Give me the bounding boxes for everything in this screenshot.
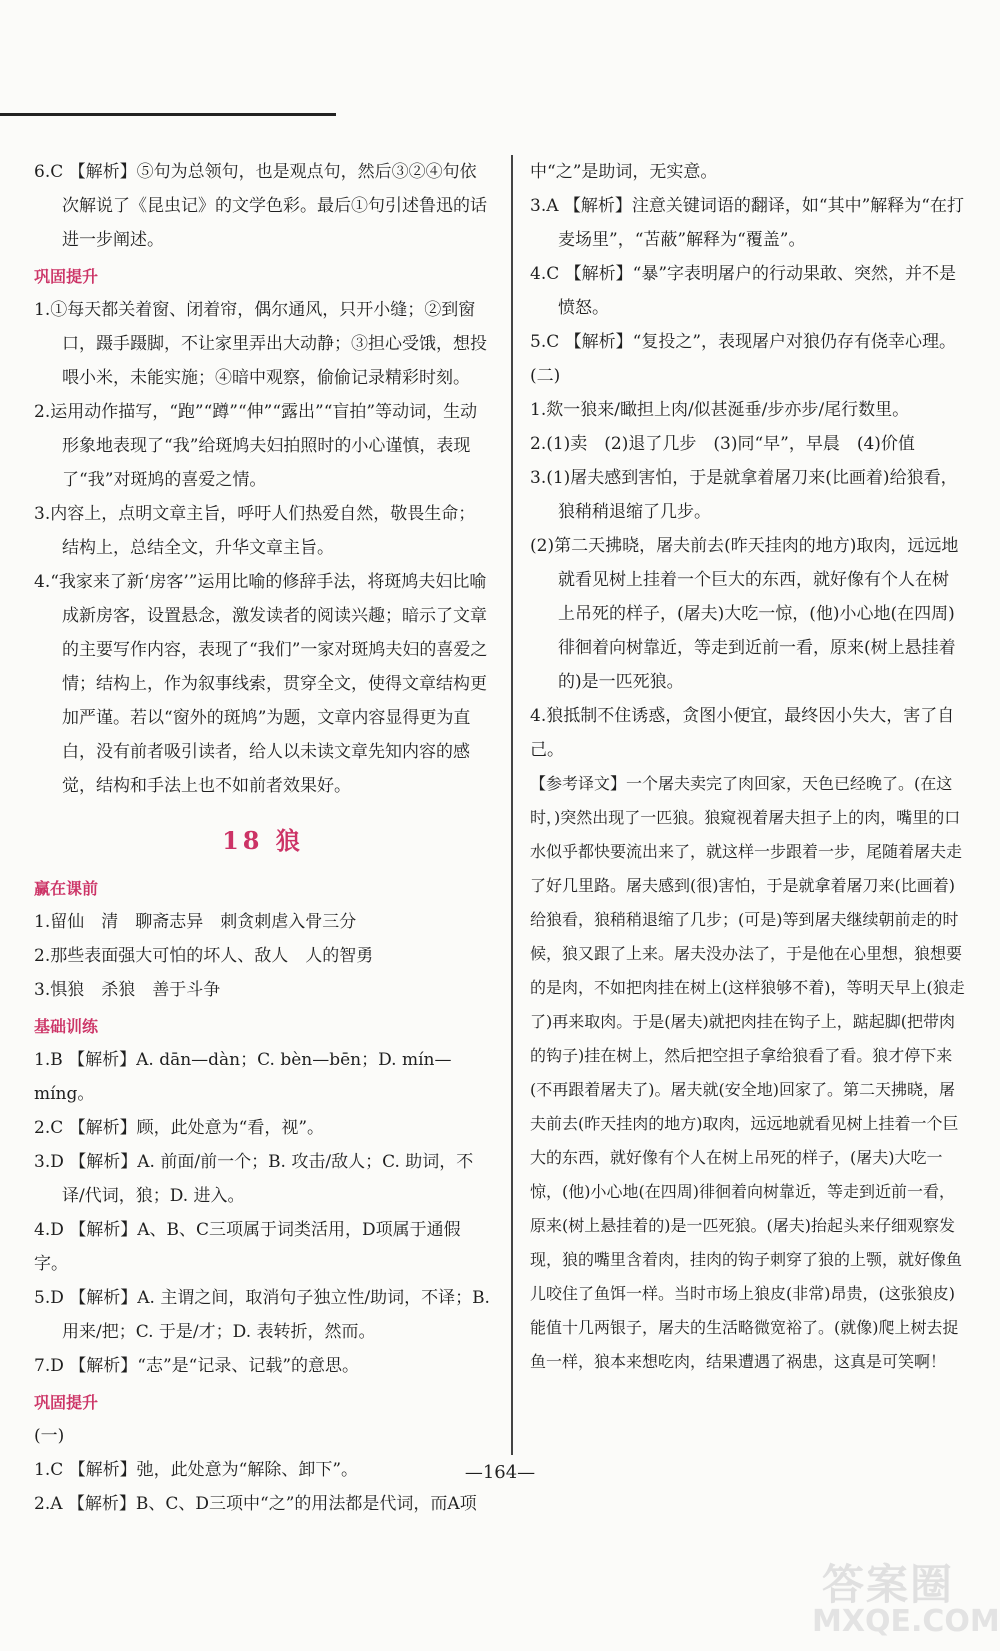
answer-item: 1.留仙 清 聊斋志异 刺贪刺虐入骨三分 — [34, 912, 357, 932]
section-heading: 巩固提升 — [34, 1393, 99, 1412]
answer-item: 1.①每天都关着窗、闭着帘，偶尔通风，只开小缝；②到窗口，蹑手蹑脚，不让家里弄出大动静；③担心受饿，想投喂小米，未能实施；④暗中观察，偷偷记录精彩时刻。 — [34, 300, 487, 388]
answer-item: 中“之”是助词，无实意。 — [530, 162, 718, 182]
watermark — [812, 1552, 1000, 1642]
answer-item: 4.狼抵制不住诱惑，贪图小便宜，最终因小失大，害了自己。 — [530, 706, 955, 760]
left-column — [34, 155, 492, 1521]
right-column — [530, 155, 965, 1379]
answer-item: 4.C 【解析】“暴”字表明屠户的行动果敢、突然，并不是愤怒。 — [530, 264, 957, 318]
answer-item: 2.(1)卖 (2)退了几步 (3)同“早”，早晨 (4)价值 — [530, 434, 915, 454]
answer-item: (2)第二天拂晓，屠夫前去(昨天挂肉的地方)取肉，远远地就看见树上挂着一个巨大的东西，就好像有个人在树上吊死的样子，(屠夫)大吃一惊，(他)小心地(在四周)徘徊着向树靠近，等走到近前一看，原来(树上悬挂着的)是一匹死狼。 — [530, 536, 959, 692]
answer-item: 3.内容上，点明文章主旨，呼吁人们热爱自然，敬畏生命；结构上，总结全文，升华文章主旨。 — [34, 504, 476, 558]
answer-item: 1.B 【解析】A. dān—dàn；C. bèn—bēn；D. mín—míng。 — [34, 1050, 452, 1104]
answer-item: 2.那些表面强大可怕的坏人、敌人 人的智勇 — [34, 946, 374, 966]
watermark-url: MXQE.COM — [812, 1604, 1000, 1639]
section-heading: 赢在课前 — [34, 879, 99, 898]
answer-item: 1.欻一狼来/瞰担上肉/似甚涎垂/步亦步/尾行数里。 — [530, 400, 910, 420]
column-divider — [511, 155, 513, 1455]
section-heading: 巩固提升 — [34, 267, 99, 286]
answer-item: 2.A 【解析】B、C、D三项中“之”的用法都是代词，而A项 — [34, 1494, 477, 1514]
translation-note: 【参考译文】一个屠夫卖完了肉回家，天色已经晚了。(在这时，)突然出现了一匹狼。狼窥视着屠夫担子上的肉，嘴里的口水似乎都快要流出来了，就这样一步跟着一步，尾随着屠夫走了好几里路。屠夫感到(很)害怕，于是就拿着屠刀来(比画着)给狼看，狼稍稍退缩了几步；(可是)等到屠夫继续朝前走的时候，狼又跟了上来。屠夫没办法了，于是他在心里想，狼想要的是肉，不如把肉挂在树上(这样狼够不着)，等明天早上(狼走了)再来取肉。于是(屠夫)就把肉挂在钩子上，踮起脚(把带肉的钩子)挂在树上，然后把空担子拿给狼看了看。狼才停下来(不再跟着屠夫了)。屠夫就(安全地)回家了。第二天拂晓，屠夫前去(昨天挂肉的地方)取肉，远远地就看见树上挂着一个巨大的东西，就好像有个人在树上吊死的样子，(屠夫)大吃一惊，(他)小心地(在四周)徘徊着向树靠近，等走到近前一看，原来(树上悬挂着的)是一匹死狼。(屠夫)抬起头来仔细观察发现，狼的嘴里含着肉，挂肉的钩子刺穿了狼的上颚，就好像鱼儿咬住了鱼饵一样。当时市场上狼皮(非常)昂贵，(这张狼皮)能值十几两银子，屠夫的生活略微宽裕了。(就像)爬上树去捉鱼一样，狼本来想吃肉，结果遭遇了祸患，这真是可笑啊！ — [530, 774, 965, 1371]
answer-item: 1.C 【解析】弛，此处意为“解除、卸下”。 — [34, 1460, 359, 1480]
watermark-logo: 答案圈 — [822, 1560, 955, 1609]
answer-item: 3.(1)屠夫感到害怕，于是就拿着屠刀来(比画着)给狼看，狼稍稍退缩了几步。 — [530, 468, 958, 522]
answer-item: 7.D 【解析】“志”是“记录、记载”的意思。 — [34, 1356, 360, 1376]
answer-item: 5.D 【解析】A. 主谓之间，取消句子独立性/助词，不译；B. 用来/把；C. 于是/才；D. 表转折，然而。 — [34, 1288, 490, 1342]
answer-item: 4.“我家来了新‘房客’”运用比喻的修辞手法，将斑鸠夫妇比喻成新房客，设置悬念，激发读者的阅读兴趣；暗示了文章的主要写作内容，表现了“我们”一家对斑鸠夫妇的喜爱之情；结构上，作为叙事线索，贯穿全文，使得文章结构更加严谨。若以“窗外的斑鸠”为题，文章内容显得更为直白，没有前者吸引读者，给人以未读文章先知内容的感觉，结构和手法上也不如前者效果好。 — [34, 572, 488, 796]
answer-item: 4.D 【解析】A、B、C三项属于词类活用，D项属于通假字。 — [34, 1220, 461, 1274]
answer-item: 6.C 【解析】⑤句为总领句，也是观点句，然后③②④句依次解说了《昆虫记》的文学色彩。最后①句引述鲁迅的话进一步阐述。 — [34, 162, 487, 250]
answer-item: 3.A 【解析】注意关键词语的翻译，如“其中”解释为“在打麦场里”，“苫蔽”解释为“覆盖”。 — [530, 196, 964, 250]
header-rule — [0, 113, 336, 116]
answer-item: (一) — [34, 1426, 65, 1446]
answer-item: 2.运用动作描写，“跑”“蹲”“伸”“露出”“盲拍”等动词，生动形象地表现了“我”给斑鸠夫妇拍照时的小心谨慎，表现了“我”对斑鸠的喜爱之情。 — [34, 402, 478, 490]
page-number: —164— — [464, 1462, 536, 1483]
answer-item: 2.C 【解析】顾，此处意为“看，视”。 — [34, 1118, 325, 1138]
answer-item: 3.惧狼 杀狼 善于斗争 — [34, 980, 221, 1000]
section-heading: 基础训练 — [34, 1017, 99, 1036]
answer-item: (二) — [530, 366, 561, 386]
answer-item: 3.D 【解析】A. 前面/前一个；B. 攻击/敌人；C. 助词，不译/代词，狼；D. 进入。 — [34, 1152, 474, 1206]
answer-item: 5.C 【解析】“复投之”，表现屠户对狼仍存有侥幸心理。 — [530, 332, 957, 352]
lesson-title: 18 狼 — [222, 826, 304, 855]
